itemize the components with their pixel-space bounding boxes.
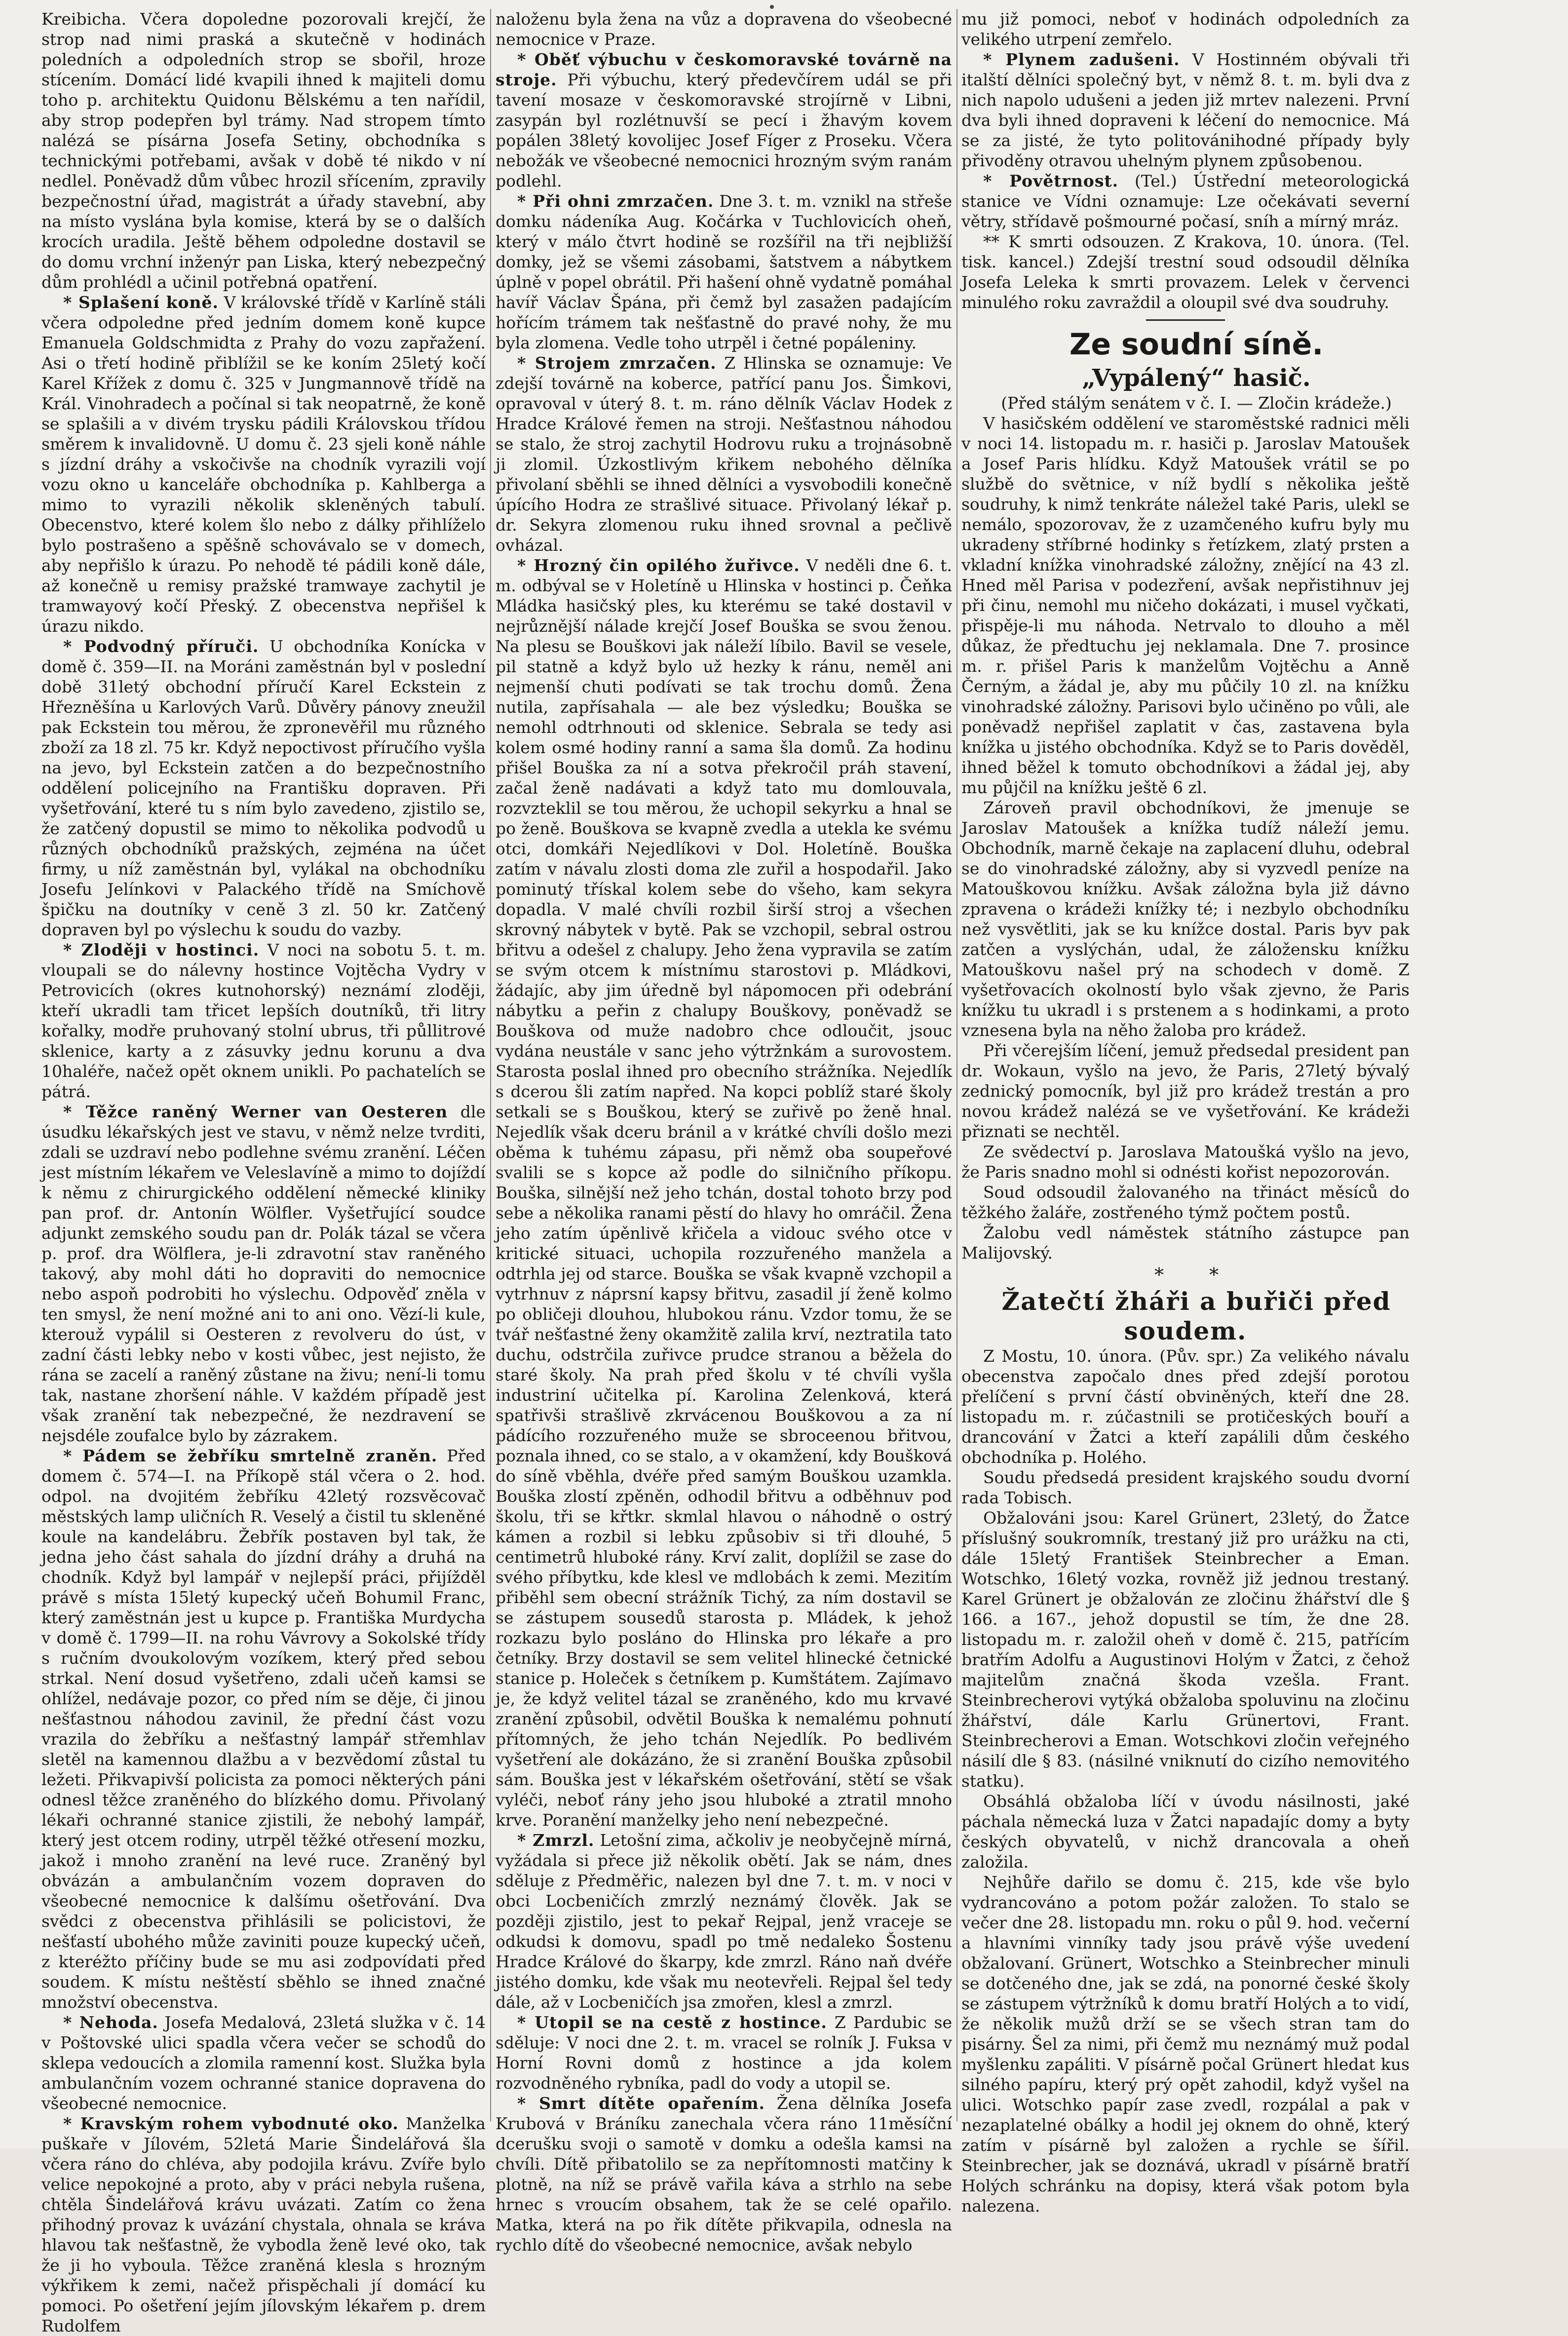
article-paragraph: Z Mostu, 10. února. (Pův. spr.) Za velikého návalu obecenstva započalo dnes před zdejší porotou přelíčení s první částí obviněných, kteří dne 28. listopadu m. r. zúčastnili se protičeských bouří a drancování v Žatci a kteří zapálili dům českého obchodníka p. Holého. <box>961 1346 1410 1467</box>
article-paragraph: Soud odsoudil žalovaného na třináct měsíců do těžkého žaláře, zostřeného týmž počtem postů. <box>961 1183 1410 1222</box>
section-divider <box>1146 319 1225 321</box>
item-text: V neděli dne 6. t. m. odbýval se v Holetíně u Hlinska v hostinci p. Čeňka Mládka hasičský ples, ku kterému se také dostavil v nejrůznější nálade krejčí Josef Bouška se svou ženou. Na plesu se Bouškovi jak náleží líbilo. Bavil se vesele, pil statně a když bylo už hezky k ránu, neměl ani nejmenší chuti podívati se tak trochu domů. Žena nutila, zapřísahala — ale bez výsledku; Bouška se nemohl odtrhnouti od sklenice. Sebrala se tedy asi kolem osmé hodiny ranní a sama šla domů. Za hodinu přišel Bouška za ní a sotva překročil práh stavení, začal ženě nadávati a když tato mu domlouvala, rozvzteklil se tou měrou, že uchopil sekyrku a hnal se po ženě. Bouškova se kvapně zvedla a utekla ke svému otci, domkáři Nejedlíkovi v Dol. Holetíně. Bouška zatím v návalu zlosti doma zle zuřil a hospodařil. Jako pominutý třískal kolem sebe do všeho, kam sekyra dopadla. V malé chvíli rozbil širší stroj a všechen skrovný nábytek v bytě. Pak se vzchopil, sebral ostrou břitvu a odešel z chalupy. Jeho žena vypravila se zatím se svým otcem k místnímu starostovi p. Mládkovi, žádajíc, aby jim úředně byl nápomocen při odebrání nábytku a peřin z chalupy Bouškovy, poněvadž se Bouškova od muže nadobro chce odloučit, jsouc vydána neustále v sanc jeho výtržnkám a surovostem. Starosta poslal ihned pro obecního strážníka. Nejedlík s dcerou šli zatím napřed. Na kopci poblíž staré školy setkali se s Bouškou, který se zuřivě po ženě hnal. Nejedlík však dceru bránil a v krátké chvíli došlo mezi oběma k tuhému zápasu, při němž oba soupeřové svalili se s kopce až podle do silničního příkopu. Bouška, silnější než jeho tchán, dostal tohoto brzy pod sebe a několika ranami pěstí do hlavy ho omráčil. Žena jeho zatím úpěnlivě křičela a vidouc svého otce v kritické situaci, uchopila rozzuřeného manžela a odtrhla jej od starce. Bouška se však kvapně vzchopil a vytrhnuv z náprsní kapsy břitvu, zasadil jí ženě kolmo po obličeji dlouhou, hlubokou ránu. Vzdor tomu, že se tvář nešťastné ženy okamžitě zalila krví, neztratila tato duchu, odstrčila zuřivce prudce stranou a běžela do staré školy. Na prah před školu v té chvíli vyšla industriní učitelka pí. Karolina Zelenková, která spatřivši strašlivě zkrvácenou Bouškovou a za ní pádícího rozzuřeného muže se sbroceenou břitvou, poznala ihned, co se stalo, a v okamžení, kdy Boušková do síně vběhla, dvéře před samým Bouškou uzamkla. Bouška zlostí zpěněn, odhodil břitvu a odběhnuv pod školu, tři se křtkr. skmlal hlavou o náhodně o ostrý kámen a rozbil si lebku způsobiv si tři dlouhé, 5 centimetrů hluboké rány. Krví zalit, doplížil se zase do svého příbytku, kde klesl ve mdlobách k zemi. Mezitím přiběhl sem obecní strážník Tichý, za ním dostavil se se zástupem sousedů starosta p. Mládek, k jehož rozkazu bylo posláno do Hlinska pro lékaře a pro četníky. Brzy dostavil se sem velitel hlinecké četnické stanice p. Holeček s četníkem p. Kumštátem. Zajímavo je, že když velitel tázal se zraněného, kdo mu krvavé zranění způsobil, odvětil Bouška k nemalému pohnutí přítomných, že jeho tchán Nejedlík. Po bedlivém vyšetření ale dokázáno, že si zranění Bouška způsobil sám. Bouška jest v lékařském ošetřování, stětí se však vyléči, neboť rány jeho jsou hluboké a ztratil mnoho krve. Poranění manželky jeho není nebezpečné. <box>496 556 953 1830</box>
item-heading: * Plynem zadušeni. <box>983 50 1180 69</box>
item-text: Letošní zima, ačkoliv je neobyčejně mírná, vyžádala si přece již několik obětí. Jak se nám, dnes sděluje z Předměřic, nalezen byl dne 7. t. m. v noci v obci Locbeničích zmrzlý neznámý člověk. Jak se později zjistilo, jest to pekař Rejpal, jenž vraceje se odkudsi k domovu, spadl po tmě nedaleko Šostenu Hradce Králové do škarpy, kde zmrzl. Ráno naň dvéře jistého domku, kde však mu neotevřeli. Rejpal šel tedy dále, až v Locbeničích jsa zmořen, klesl a zmrzl. <box>496 1831 953 2012</box>
item-text: V Hostinném obývali tři italští dělníci společný byt, v němž 8. t. m. byli dva z nich napolo udušeni a jeden již mrtev nalezeni. První dva byli ihned dopraveni k léčení do nemocnice. Má se za jisté, že tyto politovánihodné případy byly přivoděny otravou uhelným plynem způsobenou. <box>961 50 1410 170</box>
item-text: Z Hlinska se oznamuje: Ve zdejší továrně na koberce, patřící panu Jos. Šimkovi, opravoval v úterý 8. t. m. ráno dělník Václav Hodek z Hradce Králové řemen na stroji. Nešťastnou náhodou se stalo, že stroj zachytil Hodrovu ruku a trojnásobně ji zlomil. Úzkostlivým křikem nebohého dělníka přivolaní sběhli se ihned dělníci a vysvobodili konečně úpícího Hodra ze strašlivé situace. Přivolaný lékař p. dr. Sekyra zlomenou ruku ihned srovnal a pečlivě ovházal. <box>496 353 953 555</box>
item-text: Dne 3. t. m. vznikl na střeše domku nádeníka Aug. Kočárka v Tuchlovicích oheň, který v málo čtvrt hodině se rozšířil na tři nejbližší domky, jež se všemi zásobami, šatstvem a nábytkem úplně v popel obrátil. Při hašení ohně vydatně pomáhal havíř Václav Špána, při čemž byl zasažen padajícím hořícím trámem tak nešťastně do pravé nohy, že mu byla zlomena. Vedle toho utrpěl i četné popáleniny. <box>496 191 953 352</box>
news-item <box>41 940 486 1102</box>
item-text: V noci na sobotu 5. t. m. vloupali se do nálevny hostince Vojtěcha Vydry v Petrovicích (okres kutnohorský) neznámí zloději, kteří ukradli tam třicet lepších doutníků, tři litry kořalky, modře pruhovaný stolní ubrus, tři půllitrové sklenice, karty a z zásuvky jednu korunu a dva 10haléře, načež opět oknem unikli. Po pachatelích se pátrá. <box>41 940 486 1101</box>
article-paragraph: Při včerejším líčení, jemuž předsedal president pan dr. Wokaun, vyšlo na jevo, že Paris, 27letý bývalý zednický pomocník, byl již pro krádež trestán a pro novou krádež nalézá se ve vyšetřování. Ke krádeži přiznati se nechtěl. <box>961 1041 1410 1141</box>
item-heading: * Splašení koně. <box>63 293 219 312</box>
item-text: dle úsudku lékařských jest ve stavu, v němž nelze tvrditi, zdali se uzdraví nebo podlehne svému zranění. Léčen jest místním lékařem ve Veleslavíně a mimo to dojíždí k němu z chirurgického oddělení německé kliniky pan prof. dr. Antonín Wölfler. Vyšetřující soudce adjunkt zemského soudu pan dr. Polák tázal se včera p. prof. dra Wölflera, je-li zdravotní stav raněného takový, aby mohl dáti ho dopraviti do nemocnice nebo aspoň podrobiti ho výslechu. Odpověď zněla v ten smysl, že není možné ani to ani ono. Vězí-li kule, kterouž vypálil si Oesteren z revolveru do úst, v zadní části lebky nebo v kosti vůbec, jest nejisto, že rána se zacelí a raněný zůstane na živu; není-li tomu tak, nastane zhoršení náhle. V každém případě jest však zranění tak nebezpečné, že nezdravení se nejsdéle zoufalce bylo by zázrakem. <box>41 1102 486 1445</box>
column-2 <box>496 9 953 2255</box>
item-heading: * Utopil se na cestě z hostince. <box>517 2013 827 2032</box>
news-item: ** K smrti odsouzen. Z Krakova, 10. února. (Tel. tisk. kancel.) Zdejší trestní soud odsoudil dělníka Josefa Leleka k smrti provazem. Lelek v červenci minulého roku zavraždil a oloupil své dva soudruhy. <box>961 232 1410 312</box>
article-paragraph: Obsáhlá obžaloba líčí v úvodu násilnosti, jaké páchala německá luza v Žatci napadajíc domy a byty českých obyvatelů, v nichž drancovala a oheň založila. <box>961 1792 1410 1872</box>
article-paragraph: Obžalováni jsou: Karel Grünert, 23letý, do Žatce příslušný soukromník, trestaný již pro urážku na cti, dále 15letý František Steinbrecher a Eman. Wotschko, 16letý vozka, rovněž již jednou trestaný. Karel Grünert je obžalován ze zločinu žhářství dle § 166. a 167., jehož dopustil se tím, že dne 28. listopadu m. r. založil oheň v domě č. 215, patřícím bratřím Adolfu a Augustinovi Holým v Žatci, z čehož majitelům značná škoda vzešla. Frant. Steinbrecherovi vytýká obžaloba spoluvinu na zločinu žhářství, dále Karlu Grünertovi, Frant. Steinbrecherovi a Eman. Wotschkovi zločin veřejného násilí dle § 83. (násilné vniknutí do cizího nemovitého statku). <box>961 1508 1410 1791</box>
item-text: Žena dělníka Josefa Krubová v Bráníku zanechala včera ráno 11měsíční dcerušku svoji o samotě v domku a odešla kamsi na chvíli. Dítě přibatolilo se za nepřítomnosti matčiny k plotně, na níž se právě vařila káva a strhlo na sebe hrnec s vroucím obsahem, tak že se celé opařilo. Matka, která na po řik dítěte přikvapila, odnesla na rychlo dítě do všeobecné nemocnice, avšak nebylo <box>496 2094 952 2255</box>
article-continuation: Kreibicha. Včera dopoledne pozorovali krejčí, že strop nad nimi praská a skutečně v hodinách poledních a odpoledních strop se sbořil, hroze stícením. Domácí lidé kvapili ihned k majiteli domu toho p. architektu Quidonu Bělskému a ten nařídil, aby strop podepřen byl trámy. Nad stropem tímto nalézá se písárna Josefa Setiny, obchodníka s technickými potřebami, avšak v době té nikdo v ní nedlel. Poněvadž dům vůbec hrozil sřícením, zpravily bezpečnostní úřad, magistrát a úřady stavební, aby na místo vyslána byla komise, která by se o dalších krocích uradila. Ještě během odpoledne dostavil se do domu vrchní inženýr pan Liska, který nebezpečný dům prohlédl a učinil potřebná opatření. <box>41 9 486 292</box>
article-paragraph: Zároveň pravil obchodníkovi, že jmenuje se Jaroslav Matoušek a knížka tudíž náleží jemu. Obchodník, marně čekaje na zaplacení dluhu, odebral se do vinohradské záložny, aby si vyzvedl peníze na Matouškovou knížku. Avšak záložna byla již dávno zpravena o krádeži knížky té; i nezbylo obchodníku než vysvětliti, jak se ku knížce dostal. Paris byv pak zatčen a vyslýchán, udal, že záložensku knížku Matouškovu našel prý na schodech v domě. Z vyšetřovacích okolností bylo však zjevno, že Paris knížku tu ukradl i s prstenem a s hodinkami, a proto vznesena byla na něho žaloba pro krádež. <box>961 798 1410 1040</box>
news-item <box>496 1830 952 2012</box>
news-item <box>496 191 952 353</box>
item-heading: * Smrt dítěte opařením. <box>517 2094 765 2113</box>
article-title: „Vypálený“ hasič. <box>1082 364 1311 392</box>
item-heading: * Těžce raněný Werner van Oesteren <box>63 1102 448 1121</box>
news-item <box>496 353 952 555</box>
news-item <box>496 49 952 191</box>
news-item <box>961 171 1410 231</box>
item-heading: * Zmrzl. <box>517 1831 595 1850</box>
news-item <box>496 555 952 1830</box>
item-heading: * Zloději v hostinci. <box>63 940 260 959</box>
article-continuation: naloženu byla žena na vůz a dopravena do všeobecné nemocnice v Praze. <box>496 9 952 49</box>
item-text: Před domem č. 574—I. na Příkopě stál včera o 2. hod. odpol. na dvojitém žebříku 42letý rozsvěcovač městských lamp uličních R. Veselý a čistil tu skleněné koule na kandelábru. Žebřík postaven byl tak, že jedna jeho část sahala do jízdní dráhy a druhá na chodník. Když byl lampář v nejlepší práci, přijížděl právě s místa 15letý kupecký učeň Bohumil Franc, který zaměstnán jest u kupce p. Františka Murdycha v domě č. 1799—II. na rohu Vávrovy a Sokolské třídy s ručním dvoukolovým vozíkem, který před sebou strkal. Není dosud vyšetřeno, zdali učeň kamsi se ohlížel, nedávaje pozor, co před ním se děje, či jinou nešťastnou náhodou zavinil, že přední část vozu vrazila do žebříku a nešťastný lampář střemhlav sletěl na kamennou dlažbu a v bezvědomí zůstal tu ležeti. Přikvapivší policista za pomoci některých páni odnesl těžce zraněného do blízkého domu. Přivolaný lékaři ochranné stanice zjistili, že nebohý lampář, který jest otcem rodiny, utrpěl těžké otřesení mozku, jakož i mnoho zranění na levé ruce. Zraněný byl obvázán a ambulančním vozem dopraven do všeobecné nemocnice k dalšímu ošetřování. Dva svědci z obecenstva přihlásili se policistovi, že nešťastí ubohého může zaviniti pouze kupecký učeň, z kteréžto příčiny bude se mu asi zodpovídati před soudem. K místu neštěstí sběhlo se ihned značné množství obecenstva. <box>41 1446 486 2012</box>
news-item <box>496 2093 952 2255</box>
item-heading: * Pádem se žebříku smrtelně zraněn. <box>63 1446 438 1465</box>
separator-stars: * * <box>1154 1264 1239 1286</box>
news-item <box>41 2012 486 2113</box>
column-rule <box>490 9 491 2121</box>
item-text: U obchodníka Konícka v domě č. 359—II. na Moráni zaměstnán byl v poslední době 31letý obchodní příručí Karel Eckstein z Hřezněšína u Karlových Varů. Důvěry pánovy zneužil pak Eckstein tou měrou, že zpronevěřil mu různého zboží za 18 zl. 75 kr. Když nepoctivost příručího vyšla na jevo, byl Eckstein zatčen a do bezpečnostního oddělení policejního na Františku dopraven. Při vyšetřování, které tu s ním bylo zavedeno, zjistilo se, že zatčený dopustil se mimo to několika podvodů u různých obchodníků pražských, zejména na účet firmy, u níž zaměstnán byl, vylákal na obchodníku Josefu Jelínkovi v Palackého třídě na Smíchově špičku na doutníky v ceně 3 zl. 50 kr. Zatčený dopraven byl po výslechu k soudu do vazby. <box>41 637 486 939</box>
item-heading: * Kravským rohem vybodnuté oko. <box>63 2114 399 2133</box>
item-heading: * Podvodný příruči. <box>63 637 259 656</box>
item-heading: * Hrozný čin opilého žuřivce. <box>517 556 800 575</box>
article-paragraph: V hasičském oddělení ve staroměstské radnici měli v noci 14. listopadu m. r. hasiči p. Jaroslav Matoušek a Josef Paris hlídku. Když Matoušek vrátil se po službě do světnice, v níž bydlí s několika ještě soudruhy, k nimž tenkráte náležel také Paris, ulekl se nemálo, spozorovav, že z uzamčeného kufru byly mu ukradeny stříbrné hodinky s řetízkem, zlatý prsten a vkladní knížka vinohradské záložny, znějící na 43 zl. Hned měl Parisa v podezření, avšak nepřistihnuv jej při činu, nemohl mu ničeho dokázati, i musel vyčkati, přispěje-li mu náhoda. Netrvalo to dlouho a měl důkaz, že předtuchu jej neklamala. Dne 7. prosince m. r. přišel Paris k manželům Vojtěchu a Anně Černým, a žádal je, aby mu půčily 10 zl. na knížku vinohradské záložny. Parisovi bylo učiněno po vůli, ale poněvadž nepřišel zaplatit v čas, zastavena byla knížka u jistého obchodníka. Když se to Paris dověděl, ihned běžel k tomuto obchodníkovi a žádal jej, aby mu půjčil na knížku ještě 6 zl. <box>961 414 1410 797</box>
item-text: Z Pardubic se sděluje: V noci dne 2. t. m. vracel se rolník J. Fuksa v Horní Rovni domů z hostince a jda kolem rozvodněného rybníka, padl do vody a utopil se. <box>496 2013 952 2093</box>
section-title: Ze soudní síně. <box>1069 327 1324 362</box>
item-text: V královské třídě v Karlíně stáli včera odpoledne před jedním domem koně kupce Emanuela Goldschmidta z Prahy do vozu zapřažení. Asi o třetí hodině přiblížil se ke koním 25letý kočí Karel Křížek z domu č. 325 v Jungmannově třídě na Král. Vinohradech a počínal si tak neopatrně, že koně se splašili a v divém trysku pádili Královskou třídou směrem k invalidovně. U domu č. 23 sjeli koně náhle s jízdní dráhy a vskočivše na chodník vyrazili vojí vozu okno u kanceláře obchodníka p. Kahlberga a mimo to vyrazili několik skleněných tabulí. Obecenstvo, které kolem šlo nebo z dálky přihlíželo bylo postrašeno a spěšně schovávalo se v domech, aby nepřišlo k úrazu. Po nehodě té pádili koně dále, až konečně u remisy pražské tramwaye zachytil je tramwayový kočí Přeský. Z obecenstva nepřišel k úrazu nikdo. <box>41 293 486 636</box>
article-paragraph: Žalobu vedl náměstek státního zástupce pan Malijovský. <box>961 1223 1410 1263</box>
article-paragraph: Ze svědectví p. Jaroslava Matoušká vyšlo na jevo, že Paris snadno mohl si odnésti kořist nepozorován. <box>961 1142 1410 1182</box>
item-text: Josefa Medalová, 23letá služka v č. 14 v Poštovské ulici spadla včera večer se schodů do sklepa vedoucích a zlomila ramenní kost. Služka byla ambulančním vozem ochranné stanice dopravena do všeobecné nemocnice. <box>41 2013 486 2113</box>
column-1 <box>41 9 486 2336</box>
article-paragraph: Soudu předsedá president krajského soudu dvorní rada Tobisch. <box>961 1468 1410 1507</box>
article-title: Žatečtí žháři a buřiči před soudem. <box>1001 1287 1391 1345</box>
page-edge-mark <box>770 5 774 9</box>
item-text: Manželka puškaře v Jílovém, 52letá Marie Šindelářová šla včera ráno do chléva, aby podojila krávu. Zvíře bylo velice nepokojné a proto, aby v práci nebyla rušena, chtěla Šindelářová krávu uvázati. Zatím co žena přihodný provaz k uvázání chystala, ohnala se kráva hlavou tak nešťastně, že vybodla ženě levé oko, tak že ji ho vyboula. Těžce zraněná klesla s hrozným výkřikem k zemi, načež přispěchali jí domácí ku pomoci. Po ošetření jejím jílovským lékařem p. drem Rudolfem <box>41 2114 486 2336</box>
item-text: Při výbuchu, který předevčírem udál se při tavení mosaze v českomoravské strojírně v Libni, zasypán byl rozlétnuvší se pecí i žhavým kovem popálen 38letý kovolijec Josef Fíger z Proseku. Včera nebožák ve všeobecné nemocnici hrozným svým ranám podlehl. <box>496 70 952 191</box>
item-heading: * Strojem zmrzačen. <box>517 353 717 373</box>
article-paragraph: Nejhůře dařilo se domu č. 215, kde vše bylo vydrancováno a potom požár založen. To stalo se večer dne 28. listopadu mn. roku o půl 9. hod. večerní a hlavními vinníky tady jsou právě výše uvedení obžalovaní. Grünert, Wotschko a Steinbrecher minuli se dotčeného dne, jak se zdá, na ponorné české školy se zástupem výtržníků k domu bratří Holých a to vidí, že několik mužů drží se se všech stran tam do pisárny. Šel za nimi, při čemž mu neznámý muž podal myšlenku zapáliti. V písárně počal Grünert hledat kus silného papíru, který prý opět zahodil, když vyšel na ulici. Wotschko papír zase zvedl, rozpálal a pak v nezaplatelné obálky a hodil jej oknem do ohně, který zatím v písárně byl založen a rychle se šířil. Steinbrecher, jak se doznává, ukradl v písárně bratří Holých schránku na dopisy, která však potom byla nalezena. <box>961 1873 1410 2216</box>
news-item <box>41 636 486 940</box>
article-subtitle: (Před stálým senátem v č. I. — Zločin krádeže.) <box>1001 393 1392 413</box>
item-heading: * Oběť výbuchu v českomoravské továrně na stroje. <box>496 50 952 89</box>
column-3 <box>961 9 1410 2216</box>
news-item <box>961 49 1410 171</box>
news-item <box>41 292 486 636</box>
article-continuation: mu již pomoci, neboť v hodinách odpoledních za velikého utrpení zemřelo. <box>961 9 1410 49</box>
item-heading: * Povětrnost. <box>983 171 1119 191</box>
item-heading: * Při ohni zmrzačen. <box>517 191 714 211</box>
item-text: (Tel.) Ústřední meteorologická stanice ve Vídni oznamuje: Lze očekávati severní větry, střídavě pošmourné počasí, sníh a mírný mráz. <box>961 171 1410 231</box>
item-heading: * Nehoda. <box>63 2013 158 2032</box>
news-item <box>41 1102 486 1446</box>
news-item <box>496 2012 952 2093</box>
news-item <box>41 1446 486 2012</box>
column-rule <box>956 9 957 2121</box>
news-item <box>41 2113 486 2336</box>
